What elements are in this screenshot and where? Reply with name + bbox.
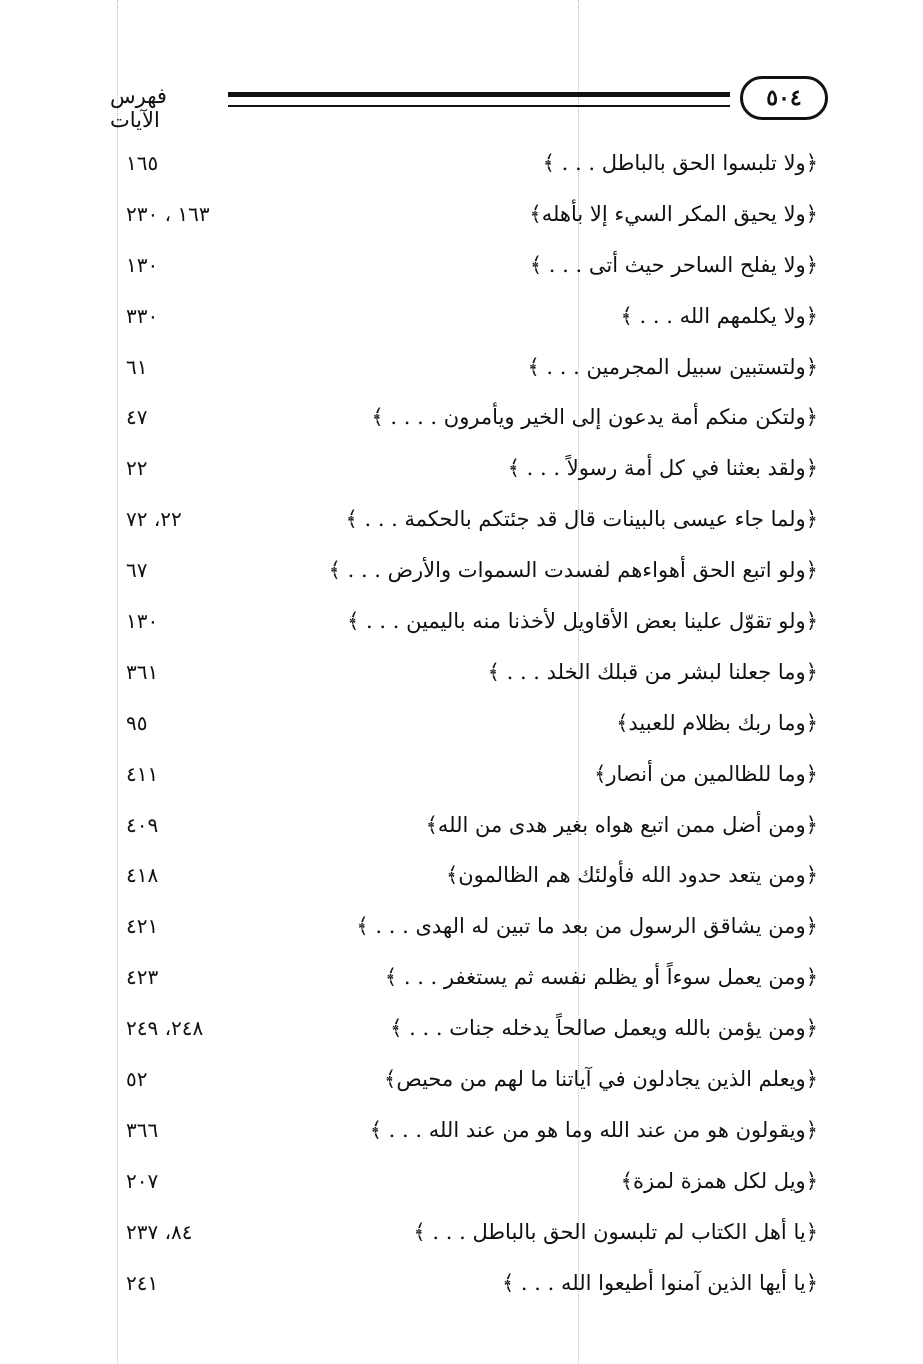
index-entry bbox=[120, 189, 818, 240]
index-entry bbox=[120, 392, 818, 443]
page-references: ٤٢٣ bbox=[126, 965, 159, 990]
index-entry bbox=[120, 138, 818, 189]
page-header bbox=[110, 76, 828, 132]
verse-text: ﴿ويل لكل همزة لمزة﴾ bbox=[620, 1168, 818, 1193]
verse-text: ﴿ولما جاء عيسى بالبينات قال قد جئتكم بالحكمة . . . ﴾ bbox=[345, 507, 818, 532]
index-entry bbox=[120, 545, 818, 596]
verse-text: ﴿ولو اتبع الحق أهواءهم لفسدت السموات والأرض . . . ﴾ bbox=[328, 558, 818, 583]
index-entry bbox=[120, 596, 818, 647]
page-references: ٢٤٨، ٢٤٩ bbox=[126, 1016, 204, 1041]
verse-text: ﴿ومن يتعد حدود الله فأولئك هم الظالمون﴾ bbox=[445, 863, 818, 888]
index-entry bbox=[120, 1258, 818, 1309]
index-entry bbox=[120, 240, 818, 291]
verse-text: ﴿ولا يفلح الساحر حيث أتى . . . ﴾ bbox=[529, 252, 818, 277]
verse-text: ﴿ولو تقوّل علينا بعض الأقاويل لأخذنا منه باليمين . . . ﴾ bbox=[347, 609, 818, 634]
page-references: ٤٠٩ bbox=[126, 812, 159, 837]
index-entry bbox=[120, 1105, 818, 1156]
verse-index-list bbox=[120, 138, 818, 1308]
index-entry bbox=[120, 749, 818, 800]
page-references: ٢٤١ bbox=[126, 1270, 159, 1295]
index-entry bbox=[120, 1003, 818, 1054]
page-references: ٦٧ bbox=[126, 558, 148, 583]
page-references: ٣٦١ bbox=[126, 659, 159, 684]
verse-text: ﴿ولتكن منكم أمة يدعون إلى الخير ويأمرون . . . . ﴾ bbox=[371, 405, 818, 430]
index-entry bbox=[120, 342, 818, 393]
index-entry bbox=[120, 443, 818, 494]
verse-text: ﴿وما جعلنا لبشر من قبلك الخلد . . . ﴾ bbox=[487, 659, 818, 684]
page-references: ١٣٠ bbox=[126, 609, 159, 634]
page-references: ٣٦٦ bbox=[126, 1117, 159, 1142]
index-entry bbox=[120, 291, 818, 342]
index-entry bbox=[120, 952, 818, 1003]
verse-text: ﴿وما للظالمين من أنصار﴾ bbox=[594, 761, 818, 786]
verse-text: ﴿ولا يحيق المكر السيء إلا بأهله﴾ bbox=[529, 201, 818, 226]
page-references: ١٦٣ ، ٢٣٠ bbox=[126, 201, 210, 226]
page-references: ٤١١ bbox=[126, 761, 159, 786]
page-references: ١٦٥ bbox=[126, 151, 159, 175]
header-rule bbox=[228, 92, 730, 107]
index-entry bbox=[120, 901, 818, 952]
index-entry bbox=[120, 1207, 818, 1258]
verse-text: ﴿ولا تلبسوا الحق بالباطل . . . ﴾ bbox=[542, 151, 818, 175]
page-references: ٨٤، ٢٣٧ bbox=[126, 1219, 193, 1244]
index-entry bbox=[120, 800, 818, 851]
page-references: ٤٧ bbox=[126, 405, 148, 430]
verse-text: ﴿ولقد بعثنا في كل أمة رسولاً . . . ﴾ bbox=[507, 456, 818, 481]
verse-text: ﴿ولتستبين سبيل المجرمين . . . ﴾ bbox=[527, 354, 818, 379]
index-entry bbox=[120, 647, 818, 698]
verse-text: ﴿ومن أضل ممن اتبع هواه بغير هدى من الله﴾ bbox=[425, 812, 818, 837]
header-title: فهرس الآيات bbox=[110, 84, 167, 132]
page-references: ٢٢، ٧٢ bbox=[126, 507, 182, 532]
page-references: ٢٢ bbox=[126, 456, 148, 481]
page-references: ٦١ bbox=[126, 354, 148, 379]
page-references: ٣٣٠ bbox=[126, 303, 159, 328]
page-references: ٤١٨ bbox=[126, 863, 159, 888]
page-number: ٥٠٤ bbox=[740, 76, 828, 120]
page-references: ٥٢ bbox=[126, 1067, 148, 1092]
verse-text: ﴿ومن يشاقق الرسول من بعد ما تبين له الهدى . . . ﴾ bbox=[356, 914, 818, 939]
verse-text: ﴿ويقولون هو من عند الله وما هو من عند الله . . . ﴾ bbox=[369, 1117, 818, 1142]
verse-text: ﴿يا أهل الكتاب لم تلبسون الحق بالباطل . . . ﴾ bbox=[413, 1219, 818, 1244]
index-entry bbox=[120, 850, 818, 901]
verse-text: ﴿ومن يؤمن بالله ويعمل صالحاً يدخله جنات . . . ﴾ bbox=[390, 1016, 818, 1041]
verse-text: ﴿وما ربك بظلام للعبيد﴾ bbox=[616, 710, 818, 735]
verse-text: ﴿ولا يكلمهم الله . . . ﴾ bbox=[620, 303, 818, 328]
verse-text: ﴿يا أيها الذين آمنوا أطيعوا الله . . . ﴾ bbox=[501, 1270, 818, 1295]
verse-text: ﴿ويعلم الذين يجادلون في آياتنا ما لهم من محيص﴾ bbox=[384, 1067, 818, 1092]
index-entry bbox=[120, 1054, 818, 1105]
page-references: ٤٢١ bbox=[126, 914, 159, 939]
index-entry bbox=[120, 494, 818, 545]
scan-artifact-line bbox=[117, 0, 118, 1364]
page-references: ١٣٠ bbox=[126, 252, 159, 277]
verse-text: ﴿ومن يعمل سوءاً أو يظلم نفسه ثم يستغفر . . . ﴾ bbox=[384, 965, 818, 990]
index-entry bbox=[120, 1156, 818, 1207]
index-entry bbox=[120, 698, 818, 749]
page-references: ٩٥ bbox=[126, 710, 148, 735]
page-references: ٢٠٧ bbox=[126, 1168, 159, 1193]
